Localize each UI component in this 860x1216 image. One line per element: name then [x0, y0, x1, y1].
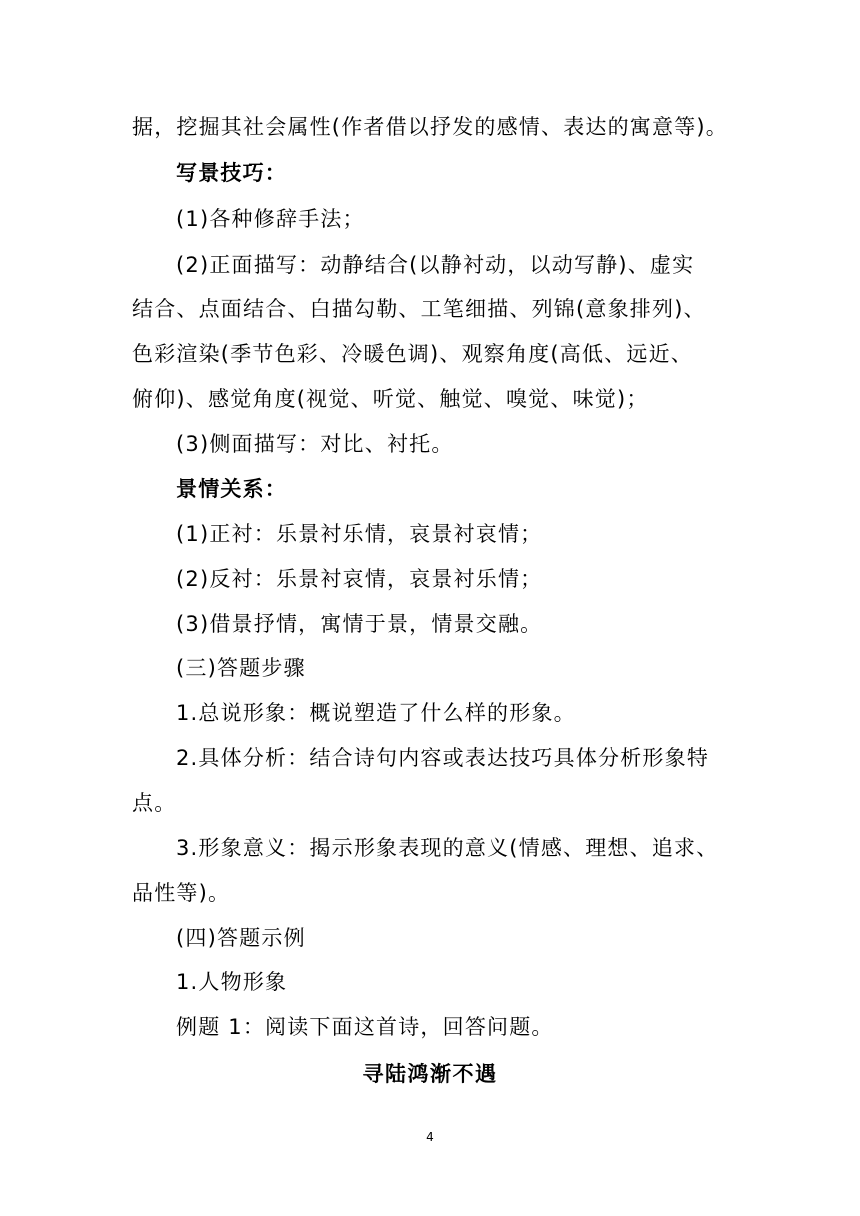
text-line: 2.具体分析：结合诗句内容或表达技巧具体分析形象特 — [176, 746, 710, 770]
text-line: (3)借景抒情，寓情于景，情景交融。 — [176, 612, 543, 636]
section-heading: 景情关系： — [176, 477, 287, 501]
text-line: 结合、点面结合、白描勾勒、工笔细描、列锦(意象排列)、 — [132, 297, 706, 321]
poem-title: 寻陆鸿渐不遇 — [362, 1062, 498, 1086]
text-line: (三)答题步骤 — [176, 656, 306, 680]
text-line: 1.总说形象：概说塑造了什么样的形象。 — [176, 701, 576, 725]
text-line: (3)侧面描写：对比、衬托。 — [176, 432, 454, 456]
text-line: (1)正衬：乐景衬乐情，哀景衬哀情； — [176, 522, 543, 546]
text-line: (2)正面描写：动静结合(以静衬动，以动写静)、虚实 — [176, 253, 695, 277]
section-heading: 写景技巧： — [176, 161, 287, 185]
text-line: 俯仰)、感觉角度(视觉、听觉、触觉、嗅觉、味觉)； — [132, 387, 649, 411]
page-number: 4 — [426, 1130, 434, 1144]
text-line: (四)答题示例 — [176, 926, 306, 950]
text-line: 品性等)。 — [132, 881, 231, 905]
text-line: 1.人物形象 — [176, 970, 288, 994]
text-line: 例题 1：阅读下面这首诗，回答问题。 — [176, 1015, 554, 1039]
text-line: 点。 — [132, 791, 177, 815]
text-line: (2)反衬：乐景衬哀情，哀景衬乐情； — [176, 567, 543, 591]
text-line: 据，挖掘其社会属性(作者借以抒发的感情、表达的寓意等)。 — [132, 115, 728, 139]
text-line: 色彩渲染(季节色彩、冷暖色调)、观察角度(高低、远近、 — [132, 342, 693, 366]
text-line: 3.形象意义：揭示形象表现的意义(情感、理想、追求、 — [176, 836, 719, 860]
text-line: (1)各种修辞手法； — [176, 207, 365, 231]
